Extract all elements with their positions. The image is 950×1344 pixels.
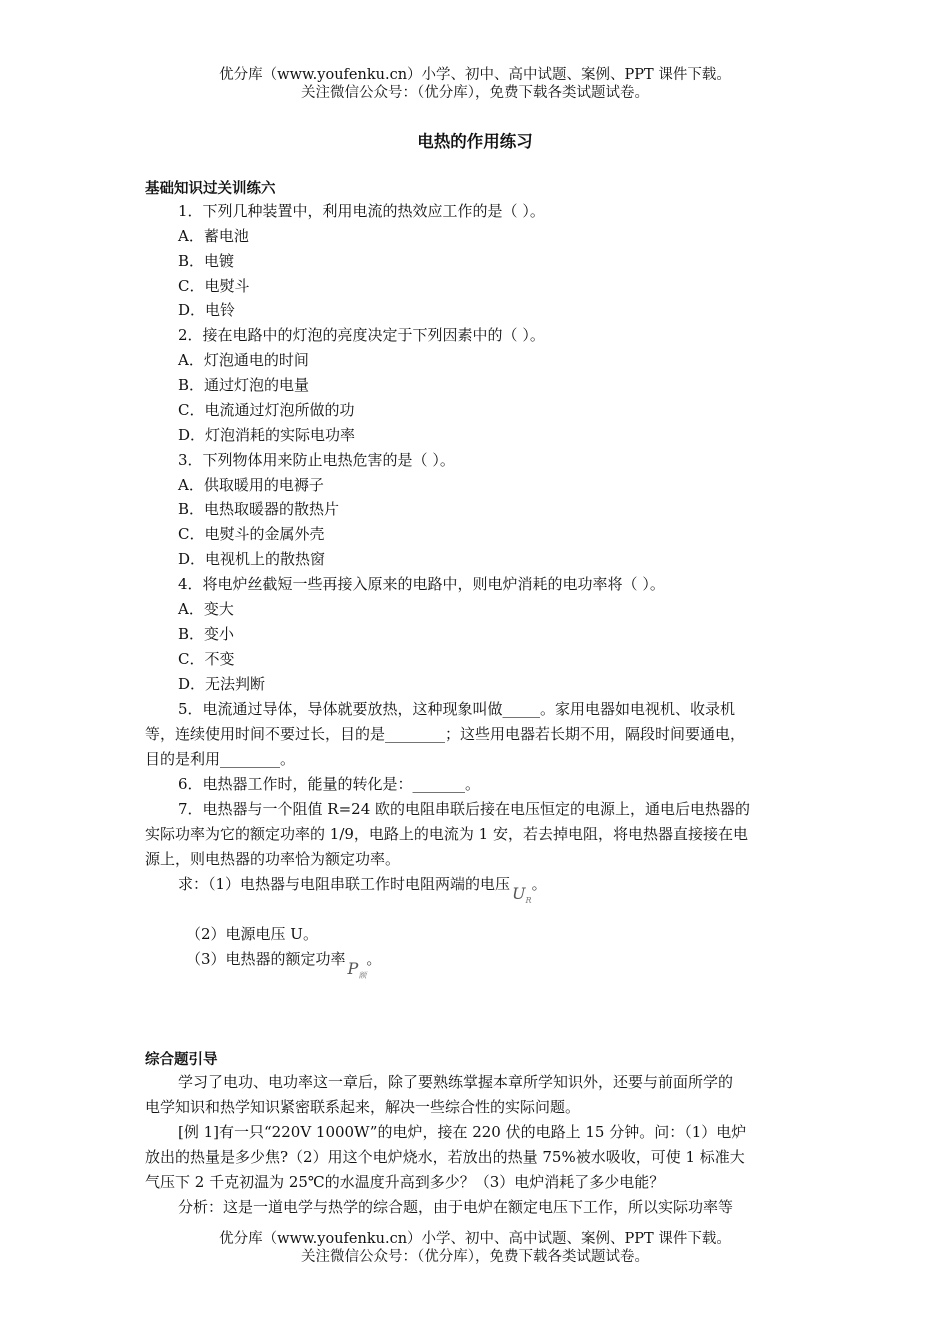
footer-line-2: 关注微信公众号：（优分库），免费下载各类试题试卷。 xyxy=(301,1249,649,1265)
q4-option-d: D．无法判断 xyxy=(178,675,266,693)
q7-ask-3-text: （3）电热器的额定功率 xyxy=(186,950,346,968)
intro-line-1: 学习了电功、电功率这一章后，除了要熟练掌握本章所学知识外，还要与前面所学的 xyxy=(178,1073,734,1091)
q4-option-c: C．不变 xyxy=(178,650,235,668)
q3-stem: 3．下列物体用来防止电热危害的是（ ）。 xyxy=(178,451,455,469)
q2-option-d: D．灯泡消耗的实际电功率 xyxy=(178,426,356,444)
q4-option-b: B．变小 xyxy=(178,625,235,643)
symbol-u-r-main: U xyxy=(512,884,526,903)
q3-option-a: A．供取暖用的电褥子 xyxy=(178,476,324,494)
q7-ask-1-text: 求：（1）电热器与电阻串联工作时电阻两端的电压 xyxy=(178,875,511,893)
q3-option-d: D．电视机上的散热窗 xyxy=(178,550,326,568)
page-footer xyxy=(0,1230,950,1266)
q1-option-b: B．电镀 xyxy=(178,252,235,270)
example-line-3: 气压下 2 千克初温为 25℃的水温度升高到多少？（3）电炉消耗了多少电能？ xyxy=(145,1173,665,1191)
section-heading-basics: 基础知识过关训练六 xyxy=(145,181,276,197)
example-line-2: 放出的热量是多少焦?（2）用这个电炉烧水，若放出的热量 75%被水吸收，可使 1 标准大 xyxy=(145,1148,745,1166)
header-line-2: 关注微信公众号：（优分库），免费下载各类试题试卷。 xyxy=(301,85,649,101)
q7-line-3: 源上，则电热器的功率恰为额定功率。 xyxy=(145,850,401,868)
example-line-1: [例 1]有一只“220V 1000W”的电炉，接在 220 伏的电路上 15 分钟。问：（1）电炉 xyxy=(178,1123,747,1141)
page-header xyxy=(0,66,950,102)
q7-ask-1-period: 。 xyxy=(531,875,547,893)
q5-line-1: 5．电流通过导体，导体就要放热，这种现象叫做_____。家用电器如电视机、收录机 xyxy=(178,700,736,718)
symbol-u-r-sub: R xyxy=(525,896,532,906)
q4-option-a: A．变大 xyxy=(178,600,234,618)
q7-ask-2: （2）电源电压 U。 xyxy=(186,925,318,943)
section-heading-comprehensive: 综合题引导 xyxy=(145,1052,218,1068)
q5-line-3: 目的是利用________。 xyxy=(145,750,296,768)
symbol-p-rated xyxy=(347,959,367,981)
q1-option-a: A．蓄电池 xyxy=(178,227,249,245)
q2-option-c: C．电流通过灯泡所做的功 xyxy=(178,401,355,419)
q2-option-a: A．灯泡通电的时间 xyxy=(178,351,309,369)
q2-stem: 2．接在电路中的灯泡的亮度决定于下列因素中的（ ）。 xyxy=(178,326,545,344)
q7-line-1: 7．电热器与一个阻值 R=24 欧的电阻串联后接在电压恒定的电源上，通电后电热器的 xyxy=(178,800,751,818)
q1-option-c: C．电熨斗 xyxy=(178,277,250,295)
symbol-p-rated-sub: 额 xyxy=(358,971,367,981)
symbol-u-r xyxy=(512,884,532,906)
q3-option-c: C．电熨斗的金属外壳 xyxy=(178,525,325,543)
q5-line-2: 等，连续使用时间不要过长，目的是________；这些用电器若长期不用，隔段时间要通电， xyxy=(145,725,746,743)
q4-stem: 4．将电炉丝截短一些再接入原来的电路中，则电炉消耗的电功率将（ ）。 xyxy=(178,575,665,593)
q2-option-b: B．通过灯泡的电量 xyxy=(178,376,310,394)
q6-stem: 6．电热器工作时，能量的转化是：_______。 xyxy=(178,775,481,793)
q7-line-2: 实际功率为它的额定功率的 1/9，电路上的电流为 1 安，若去掉电阻，将电热器直接接在电 xyxy=(145,825,748,843)
q7-ask-3 xyxy=(186,950,382,981)
symbol-p-rated-main: P xyxy=(347,959,359,978)
q7-ask-3-period: 。 xyxy=(366,950,382,968)
header-line-1: 优分库（www.youfenku.cn）小学、初中、高中试题、案例、PPT 课件下载。 xyxy=(219,67,731,83)
q7-ask-1 xyxy=(178,875,547,906)
analysis-line-1: 分析：这是一道电学与热学的综合题，由于电炉在额定电压下工作，所以实际功率等 xyxy=(178,1198,734,1216)
document-title: 电热的作用练习 xyxy=(417,132,533,151)
q1-option-d: D．电铃 xyxy=(178,301,236,319)
q1-stem: 1．下列几种装置中，利用电流的热效应工作的是（ ）。 xyxy=(178,202,545,220)
intro-line-2: 电学知识和热学知识紧密联系起来，解决一些综合性的实际问题。 xyxy=(145,1098,581,1116)
q3-option-b: B．电热取暖器的散热片 xyxy=(178,500,340,518)
footer-line-1: 优分库（www.youfenku.cn）小学、初中、高中试题、案例、PPT 课件下载。 xyxy=(219,1231,731,1247)
